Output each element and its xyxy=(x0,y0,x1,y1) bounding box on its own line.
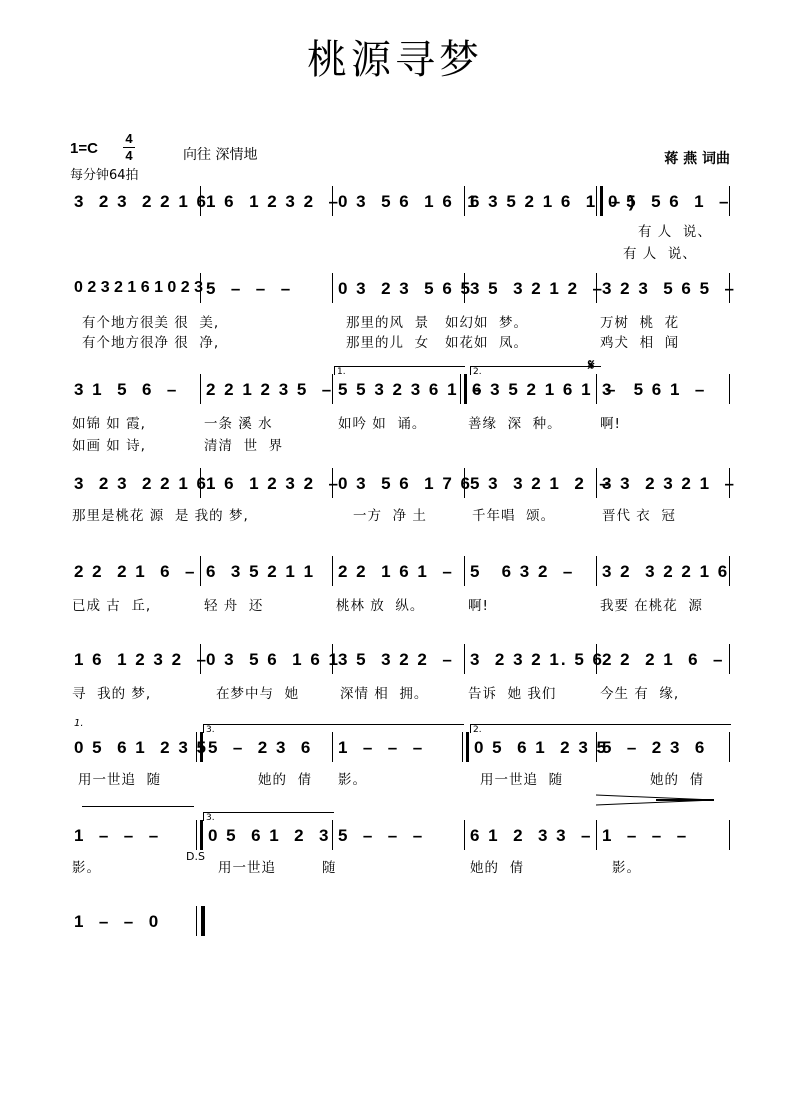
measure xyxy=(200,273,332,303)
volta-number: 2. xyxy=(473,725,482,735)
measure xyxy=(202,820,332,850)
measure xyxy=(332,556,464,586)
measure xyxy=(68,906,200,936)
measure-notes: 3 1 5 6 – xyxy=(74,380,179,399)
measure xyxy=(468,732,608,762)
measure xyxy=(200,644,340,674)
measure-notes: 3 5 3 2 1 2 – xyxy=(470,279,604,298)
volta-number: 1. xyxy=(337,367,346,377)
volta-number: 3. xyxy=(206,725,215,735)
dal-segno-mark: D.S xyxy=(186,850,205,863)
measure-notes: 5 – 2 3 6 xyxy=(602,738,707,757)
time-signature-bottom: 4 xyxy=(125,148,133,163)
measure xyxy=(68,186,208,216)
lyric-line-1: 随 xyxy=(322,860,337,876)
expression-marking: 向往 深情地 xyxy=(183,147,258,163)
lyric-line-2: 有 人 说、 xyxy=(623,246,697,262)
measure xyxy=(68,732,208,762)
lyric-line-1: 影。 xyxy=(72,860,101,876)
lyric-line-1: 告诉 她 我们 xyxy=(468,686,557,702)
measure-notes: 6 3 5 2 1 6 1 – xyxy=(472,380,618,399)
measure-notes: 1 6 1 2 3 2 – xyxy=(206,474,340,493)
measure xyxy=(332,186,479,216)
measure xyxy=(332,273,472,303)
measure xyxy=(596,273,736,303)
measure-notes: 3 5 3 2 2 – xyxy=(338,650,454,669)
lyric-line-1: 用一世追 随 xyxy=(480,772,564,788)
measure-notes: 1 6 1 2 3 2 – xyxy=(74,650,208,669)
measure xyxy=(596,820,730,850)
lyric-line-1: 千年唱 颂。 xyxy=(472,508,556,524)
lyric-line-1: 如锦 如 霞, xyxy=(72,416,146,432)
lyric-line-1: 用一世追 随 xyxy=(78,772,162,788)
lyric-line-2: 有个地方很净 很 净, xyxy=(82,335,220,351)
measure xyxy=(200,374,332,404)
measure xyxy=(68,468,208,498)
measure-notes: 3 2 3 2 2 1 6 xyxy=(74,474,208,493)
measure-notes: 1 – – – xyxy=(338,738,425,757)
lyric-line-1: 我要 在桃花 源 xyxy=(600,598,703,614)
lyric-line-1: 在梦中与 她 xyxy=(216,686,300,702)
measure xyxy=(464,186,637,216)
measure-notes: 0 2 3 2 1 6 1 0 2 3 xyxy=(74,279,203,296)
diminuendo-hairpin xyxy=(596,794,714,806)
measure xyxy=(200,468,340,498)
measure-notes: 2 2 2 1 6 – xyxy=(602,650,725,669)
volta-number: 1. xyxy=(74,718,84,729)
lyric-line-2: 清清 世 界 xyxy=(204,438,284,454)
measure xyxy=(332,644,464,674)
measure-notes: 5 3 3 2 1 2 – xyxy=(470,474,611,493)
measure-notes: 3 2 3 2 2 1 6 xyxy=(602,562,730,581)
measure-notes: 1 – – 0 xyxy=(74,912,161,931)
measure-notes: 0 5 6 1 2 3 5 xyxy=(474,738,608,757)
measure xyxy=(464,468,611,498)
time-signature xyxy=(123,132,135,163)
measure-notes: 1 – – – xyxy=(74,826,161,845)
lyric-line-1: 那里是桃花 源 是 我的 梦, xyxy=(72,508,249,524)
measure xyxy=(68,273,203,303)
measure xyxy=(200,556,332,586)
lyric-line-2: 那里的儿 女 如花如 凤。 xyxy=(346,335,529,351)
measure xyxy=(332,468,472,498)
measure-notes: 0 5 5 6 1 – xyxy=(608,192,731,211)
lyric-line-1: 寻 我的 梦, xyxy=(72,686,152,702)
volta-number: 3. xyxy=(206,813,215,823)
measure-notes: 1 – – – xyxy=(602,826,689,845)
measure xyxy=(464,820,596,850)
lyric-line-1: 晋代 衣 冠 xyxy=(602,508,676,524)
measure-notes: 2 2 1 2 3 5 – xyxy=(206,380,334,399)
lyric-line-1: 如吟 如 诵。 xyxy=(338,416,427,432)
measure-notes: 3 3 2 3 2 1 – xyxy=(602,474,736,493)
lyric-line-1: 啊! xyxy=(468,598,489,614)
lyric-line-1: 影。 xyxy=(612,860,641,876)
measure xyxy=(202,732,332,762)
measure xyxy=(596,556,730,586)
measure-notes: 5 – – – xyxy=(338,826,425,845)
measure-notes: 6 3 5 2 1 1 xyxy=(206,562,316,581)
measure xyxy=(332,820,464,850)
volta-number: 2. xyxy=(473,367,482,377)
lyric-line-1: 今生 有 缘, xyxy=(600,686,680,702)
measure xyxy=(602,186,730,216)
measure-notes: 2 2 2 1 6 – xyxy=(74,562,197,581)
lyric-line-2: 鸡犬 相 闻 xyxy=(600,335,680,351)
tempo-marking: 每分钟64拍 xyxy=(70,168,139,183)
measure-notes: 5 5 3 2 3 6 1 – xyxy=(338,380,484,399)
measure xyxy=(68,644,208,674)
lyric-line-1: 桃林 放 纵。 xyxy=(336,598,425,614)
measure xyxy=(332,732,464,762)
measure-notes: 1 6 1 2 3 2 – xyxy=(206,192,340,211)
lyric-line-1: 万树 桃 花 xyxy=(600,315,680,331)
measure-notes: 0 3 5 6 1 7 6 xyxy=(338,474,472,493)
lyric-line-1: 用一世追 xyxy=(218,860,276,876)
measure-notes: 0 3 5 6 1 6 1 xyxy=(338,192,479,211)
song-title: 桃源寻梦 xyxy=(307,37,483,83)
measure xyxy=(68,820,200,850)
composer-credit: 蒋 燕 词曲 xyxy=(664,151,730,167)
lyric-line-1: 她的 倩 xyxy=(258,772,313,788)
measure-notes: 5 6 3 2 – xyxy=(470,562,575,581)
measure xyxy=(464,644,604,674)
measure xyxy=(466,374,618,404)
measure-notes: 5 – 2 3 6 xyxy=(208,738,313,757)
measure xyxy=(464,556,596,586)
measure xyxy=(68,374,200,404)
lyric-line-1: 轻 舟 还 xyxy=(204,598,264,614)
lyric-line-2: 如画 如 诗, xyxy=(72,438,146,454)
lyric-line-1: 她的 倩 xyxy=(470,860,525,876)
segno-mark: 𝄋 xyxy=(588,356,595,374)
measure xyxy=(596,644,730,674)
lyric-line-1: 有 人 说、 xyxy=(638,224,712,240)
time-signature-top: 4 xyxy=(125,131,133,146)
lyric-line-1: 影。 xyxy=(338,772,367,788)
measure xyxy=(596,374,730,404)
key-signature: 1=C xyxy=(70,140,98,157)
lyric-line-1: 一方 净 土 xyxy=(353,508,427,524)
measure-notes: 0 3 2 3 5 6 5 xyxy=(338,279,472,298)
lyric-line-1: 善缘 深 种。 xyxy=(468,416,562,432)
measure-notes: 6 1 2 3 3 – xyxy=(470,826,593,845)
lyric-line-1: 她的 倩 xyxy=(650,772,705,788)
lyric-line-1: 一条 溪 水 xyxy=(204,416,273,432)
measure-notes: 5 – – – xyxy=(206,279,293,298)
measure xyxy=(464,273,604,303)
lyric-line-1: 有个地方很美 很 美, xyxy=(82,315,220,331)
measure xyxy=(596,732,730,762)
lyric-line-1: 那里的风 景 如幻如 梦。 xyxy=(346,315,529,331)
measure-notes: 0 5 6 1 2 3 xyxy=(208,826,331,845)
lyric-line-1: 已成 古 丘, xyxy=(72,598,152,614)
measure-notes: 3 5 6 1 – xyxy=(602,380,707,399)
lyric-line-1: 啊! xyxy=(600,416,621,432)
measure xyxy=(332,374,484,404)
measure-notes: 6 3 5 2 1 6 1 – ) xyxy=(470,192,637,211)
measure-notes: 2 2 1 6 1 – xyxy=(338,562,454,581)
measure xyxy=(596,468,736,498)
lyric-line-1: 深情 相 拥。 xyxy=(340,686,429,702)
measure-notes: 3 2 3 2 1. 5 6 xyxy=(470,650,604,669)
measure-notes: 0 5 6 1 2 3 5 xyxy=(74,738,208,757)
measure-notes: 3 2 3 2 2 1 6 xyxy=(74,192,208,211)
measure xyxy=(200,186,340,216)
measure-notes: 0 3 5 6 1 6 1 xyxy=(206,650,340,669)
measure-notes: 3 2 3 5 6 5 – xyxy=(602,279,736,298)
measure xyxy=(68,556,200,586)
